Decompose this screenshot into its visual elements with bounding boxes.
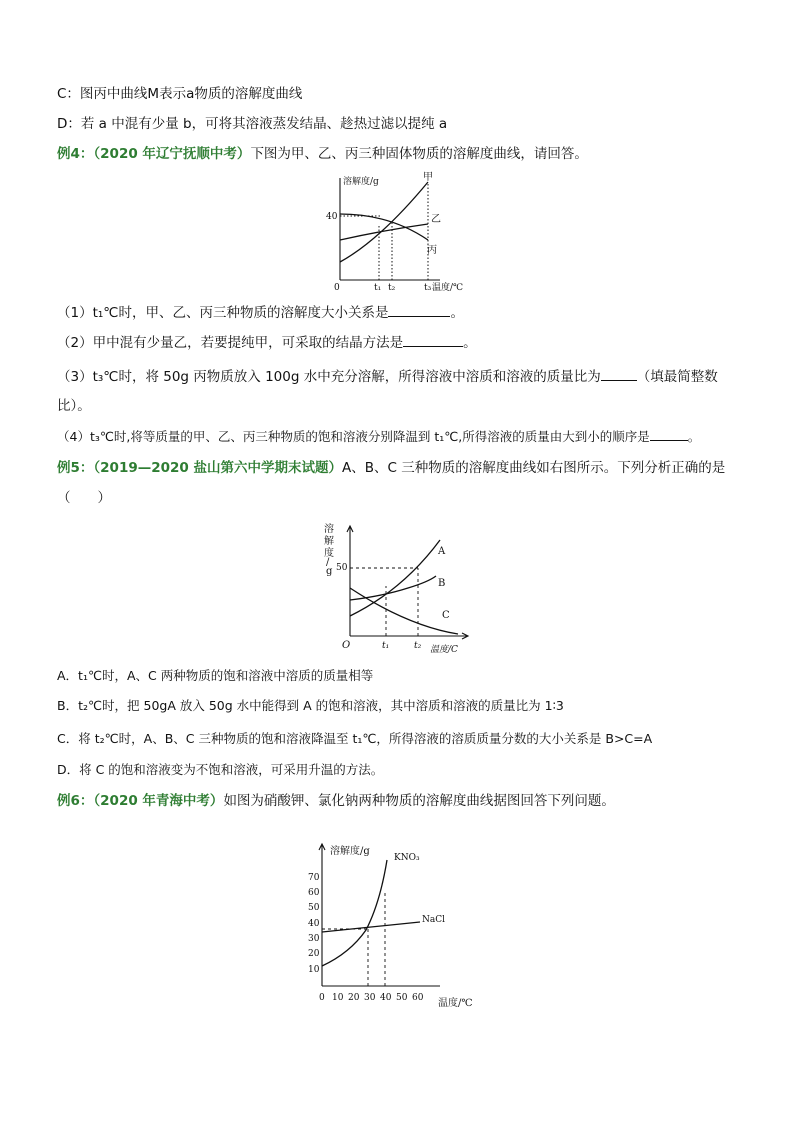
ex5-option-a: A．t₁℃时，A、C 两种物质的饱和溶液中溶质的质量相等 (57, 668, 374, 683)
ex6-xlabel: 温度/℃ (438, 998, 473, 1009)
ex6-ylabel: 溶解度/g (330, 846, 370, 857)
ex6-xtick-60: 60 (412, 993, 424, 1003)
ex4-curve-label-jia: 甲 (423, 172, 433, 183)
ex6-curve-kno3 (322, 860, 387, 966)
option-d-prev: D：若 a 中混有少量 b，可将其溶液蒸发结晶、趁热过滤以提纯 a (57, 116, 448, 132)
ex6-xtick-50: 50 (396, 993, 408, 1003)
ex6-curve-label-nacl: NaCl (422, 915, 446, 925)
ex5-ylabel-1: 溶 (324, 524, 334, 535)
ex6-ytick-70: 70 (308, 873, 320, 883)
ex5-ytick-50: 50 (336, 563, 348, 573)
example-4-source: （2020 年辽宁抚顺中考） (93, 146, 251, 162)
ex5-ylabel-5: g (326, 566, 333, 577)
option-c-prev: C：图丙中曲线M表示a物质的溶解度曲线 (57, 86, 303, 102)
ex5-ylabel-4: / (326, 557, 330, 568)
ex6-xtick-40: 40 (380, 993, 392, 1003)
ex4-solubility-chart (320, 168, 470, 298)
ex4-q1-end: 。 (450, 305, 464, 321)
ex6-xtick-10: 10 (332, 993, 344, 1003)
ex5-curve-a (350, 540, 440, 616)
example-5-heading (57, 458, 725, 478)
example-5-stem: A、B、C 三种物质的溶解度曲线如右图所示。下列分析正确的是 (342, 460, 726, 476)
ex5-ylabel-3: 度 (324, 548, 334, 559)
ex4-question-2 (57, 332, 477, 353)
ex4-curve-label-bing: 丙 (427, 245, 437, 256)
ex5-ylabel-2: 解 (324, 536, 334, 547)
example-6-source: （2020 年青海中考） (93, 793, 224, 809)
ex4-xtick-t3: t₃ (424, 283, 432, 293)
ex6-xtick-30: 30 (364, 993, 376, 1003)
example-6-label: 例6： (57, 793, 94, 809)
ex4-question-3 (57, 366, 718, 387)
ex4-q2-text: （2）甲中混有少量乙，若要提纯甲，可采取的结晶方法是 (57, 335, 404, 351)
ex4-curve-bing (340, 214, 428, 240)
ex4-question-4 (57, 426, 700, 447)
ex6-solubility-chart (300, 838, 480, 1016)
ex4-ytick-40: 40 (326, 212, 338, 222)
ex6-xtick-20: 20 (348, 993, 360, 1003)
ex4-q3-blank[interactable] (601, 366, 637, 381)
ex5-option-c: C．将 t₂℃时，A、B、C 三种物质的饱和溶液降温至 t₁℃，所得溶液的溶质质量分数的大小关系是 B>C=A (57, 731, 653, 746)
ex5-xtick-t2: t₂ (414, 641, 422, 651)
ex4-q4-end: 。 (687, 429, 701, 444)
ex5-origin: O (342, 640, 351, 651)
ex5-curve-label-a: A (438, 546, 446, 557)
ex5-solubility-chart (318, 518, 478, 658)
example-4-stem: 下图为甲、乙、丙三种固体物质的溶解度曲线，请回答。 (250, 146, 588, 162)
ex4-q3-text: （3）t₃℃时，将 50g 丙物质放入 100g 水中充分溶解，所得溶液中溶质和溶液的质量比为 (57, 369, 601, 385)
ex5-xlabel: 温度/C (430, 645, 458, 655)
example-4-heading (57, 144, 588, 164)
ex5-xtick-t1: t₁ (382, 641, 390, 651)
ex6-ytick-30: 30 (308, 934, 320, 944)
ex6-ytick-60: 60 (308, 888, 320, 898)
ex4-ylabel: 溶解度/g (343, 177, 379, 187)
ex6-curve-nacl (322, 922, 420, 932)
ex4-q3-end: （填最简整数 (636, 369, 718, 385)
ex6-ytick-50: 50 (308, 903, 320, 913)
ex5-option-d: D．将 C 的饱和溶液变为不饱和溶液，可采用升温的方法。 (57, 762, 384, 777)
ex4-curve-label-yi: 乙 (431, 214, 441, 225)
ex4-curve-jia (340, 182, 428, 262)
ex6-ytick-40: 40 (308, 919, 320, 929)
ex4-origin: 0 (334, 283, 340, 293)
ex4-xlabel: 温度/℃ (432, 283, 464, 293)
ex5-curve-label-c: C (442, 610, 450, 621)
ex4-q4-blank[interactable] (650, 426, 688, 441)
ex4-q1-text: （1）t₁℃时，甲、乙、丙三种物质的溶解度大小关系是 (57, 305, 389, 321)
example-6-heading (57, 791, 615, 811)
ex4-q2-end: 。 (463, 335, 477, 351)
ex4-q1-blank[interactable] (388, 302, 450, 317)
ex4-question-3-cont: 比）。 (57, 398, 91, 414)
ex6-ytick-10: 10 (308, 965, 320, 975)
example-5-paren: （ ） (57, 490, 111, 506)
ex4-q4-text: （4）t₃℃时,将等质量的甲、乙、丙三种物质的饱和溶液分别降温到 t₁℃,所得溶液的质量由大到小的顺序是 (57, 429, 650, 444)
example-4-label: 例4： (57, 146, 94, 162)
ex4-q2-blank[interactable] (403, 332, 463, 347)
ex4-xtick-t2: t₂ (388, 283, 396, 293)
ex6-curve-label-kno3: KNO₃ (394, 853, 420, 863)
ex5-curve-label-b: B (438, 578, 446, 589)
example-5-source: （2019—2020 盐山第六中学期末试题） (93, 460, 343, 476)
ex6-xtick-0: 0 (319, 993, 325, 1003)
ex4-question-1 (57, 302, 464, 323)
example-5-label: 例5： (57, 460, 94, 476)
ex6-ytick-20: 20 (308, 949, 320, 959)
ex5-option-b: B．t₂℃时，把 50gA 放入 50g 水中能得到 A 的饱和溶液，其中溶质和溶液的质量比为 1∶3 (57, 698, 564, 713)
example-6-stem: 如图为硝酸钾、氯化钠两种物质的溶解度曲线据图回答下列问题。 (223, 793, 615, 809)
ex4-xtick-t1: t₁ (374, 283, 382, 293)
